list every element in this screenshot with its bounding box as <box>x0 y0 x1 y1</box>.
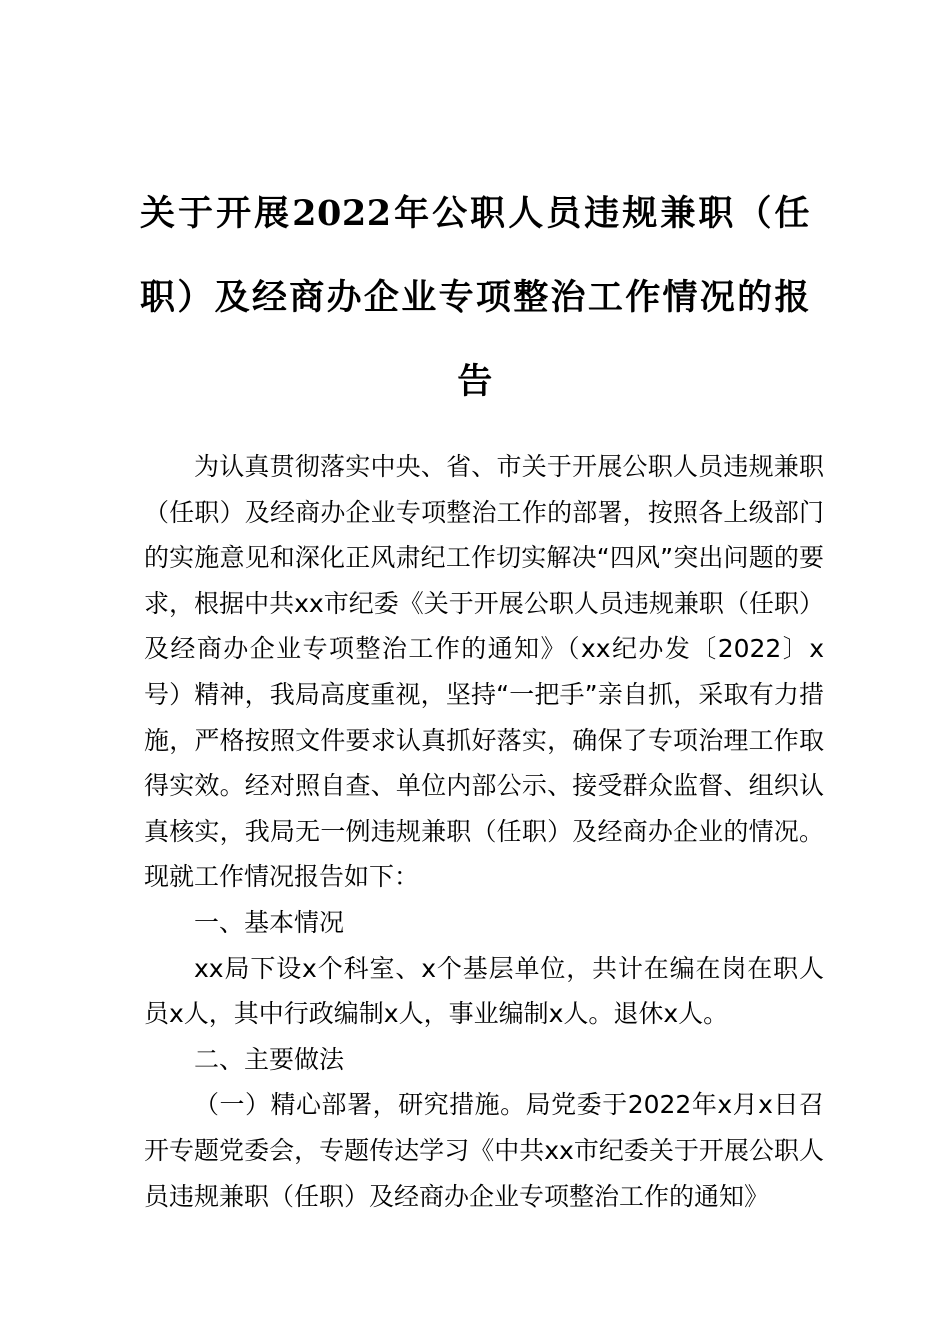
paragraph-intro: 为认真贯彻落实中央、省、市关于开展公职人员违规兼职（任职）及经商办企业专项整治工作的部署，按照各上级部门的实施意见和深化正风肃纪工作切实解决“四风”突出问题的要求，根据中共xx市纪委《关于开展公职人员违规兼职（任职）及经商办企业专项整治工作的通知》（xx纪办发〔2022〕x号）精神，我局高度重视，坚持“一把手”亲自抓，采取有力措施，严格按照文件要求认真抓好落实，确保了专项治理工作取得实效。经对照自查、单位内部公示、接受群众监督、组织认真核实，我局无一例违规兼职（任职）及经商办企业的情况。现就工作情况报告如下： <box>144 452 824 892</box>
section-heading-basic-situation: 一、基本情况 <box>194 907 345 937</box>
paragraph-basic-situation: xx局下设x个科室、x个基层单位，共计在编在岗在职人员x人，其中行政编制x人，事业编制x人。退休x人。 <box>144 953 824 1029</box>
document-body <box>144 444 824 1219</box>
section-heading-main-practices: 二、主要做法 <box>194 1044 345 1074</box>
paragraph-main-practices-1: （一）精心部署，研究措施。局党委于2022年x月x日召开专题党委会，专题传达学习《中共xx市纪委关于开展公职人员违规兼职（任职）及经商办企业专项整治工作的通知》 <box>144 1090 824 1211</box>
document-title: 关于开展2022年公职人员违规兼职（任职）及经商办企业专项整治工作情况的报告 <box>140 193 810 402</box>
